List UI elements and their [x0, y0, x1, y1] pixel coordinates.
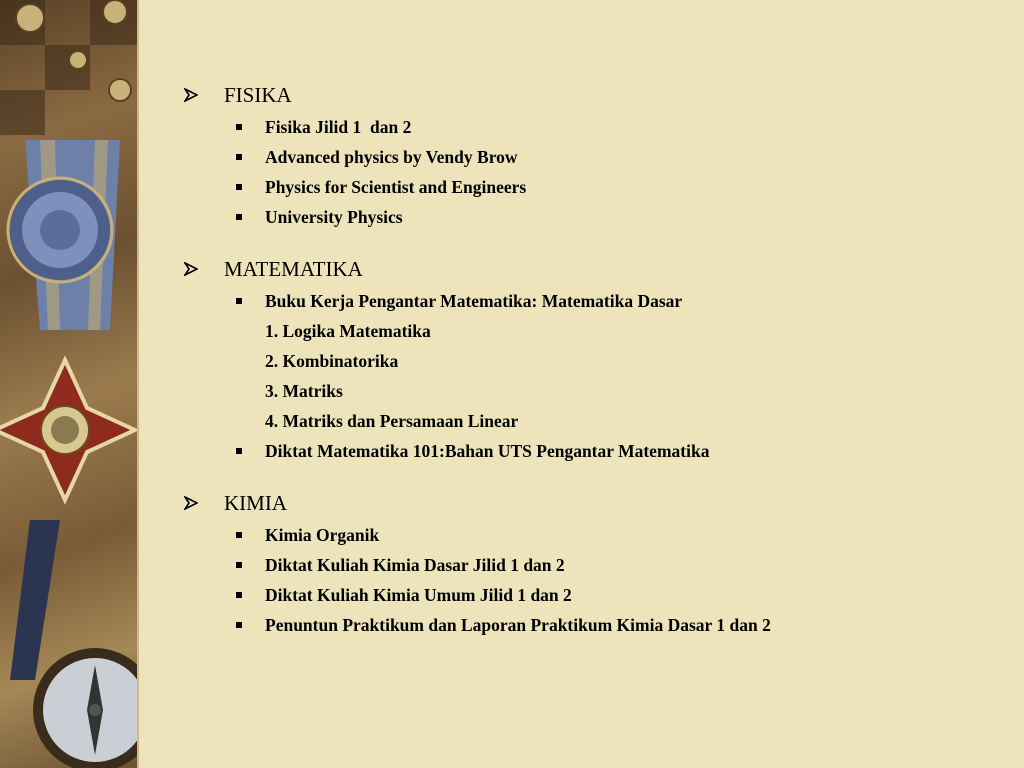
square-bullet-icon — [236, 532, 247, 538]
list-item: University Physics — [180, 202, 1000, 232]
square-bullet-icon — [236, 622, 247, 628]
sub-list-item: 1. Logika Matematika — [265, 320, 431, 341]
list-item: Diktat Kuliah Kimia Umum Jilid 1 dan 2 — [180, 580, 1000, 610]
list-item: Diktat Kuliah Kimia Dasar Jilid 1 dan 2 — [180, 550, 1000, 580]
list-item: Fisika Jilid 1 dan 2 — [180, 112, 1000, 142]
sub-list-item: 3. Matriks — [265, 380, 343, 401]
list-item: Buku Kerja Pengantar Matematika: Matematika Dasar — [180, 286, 1000, 316]
sub-list-item: 4. Matriks dan Persamaan Linear — [265, 410, 519, 431]
list-item: Physics for Scientist and Engineers — [180, 172, 1000, 202]
list-item: Advanced physics by Vendy Brow — [180, 142, 1000, 172]
section-title: FISIKA — [224, 82, 292, 107]
section-heading — [180, 252, 1000, 286]
square-bullet-icon — [236, 214, 247, 220]
book-list — [180, 112, 1000, 232]
square-bullet-icon — [236, 592, 247, 598]
list-item: Penuntun Praktikum dan Laporan Praktikum Kimia Dasar 1 dan 2 — [180, 610, 1000, 640]
section-heading — [180, 486, 1000, 520]
list-item: Kimia Organik — [180, 520, 1000, 550]
arrow-bullet-icon — [180, 262, 224, 276]
medal-compass-illustration — [0, 0, 137, 768]
square-bullet-icon — [236, 562, 247, 568]
square-bullet-icon — [236, 448, 247, 454]
square-bullet-icon — [236, 154, 247, 160]
book-list — [180, 520, 1000, 640]
divider-line — [137, 0, 139, 768]
section-kimia — [180, 486, 1000, 640]
square-bullet-icon — [236, 298, 247, 304]
slide-content — [180, 78, 1000, 660]
section-fisika — [180, 78, 1000, 232]
list-item: Diktat Matematika 101:Bahan UTS Pengantar Matematika — [180, 436, 1000, 466]
section-heading — [180, 78, 1000, 112]
section-title: KIMIA — [224, 490, 287, 515]
book-list — [180, 286, 1000, 466]
section-matematika — [180, 252, 1000, 466]
arrow-bullet-icon — [180, 88, 224, 102]
section-title: MATEMATIKA — [224, 256, 363, 281]
sub-list-item: 2. Kombinatorika — [265, 350, 399, 371]
decorative-photo-strip — [0, 0, 137, 768]
square-bullet-icon — [236, 124, 247, 130]
square-bullet-icon — [236, 184, 247, 190]
arrow-bullet-icon — [180, 496, 224, 510]
